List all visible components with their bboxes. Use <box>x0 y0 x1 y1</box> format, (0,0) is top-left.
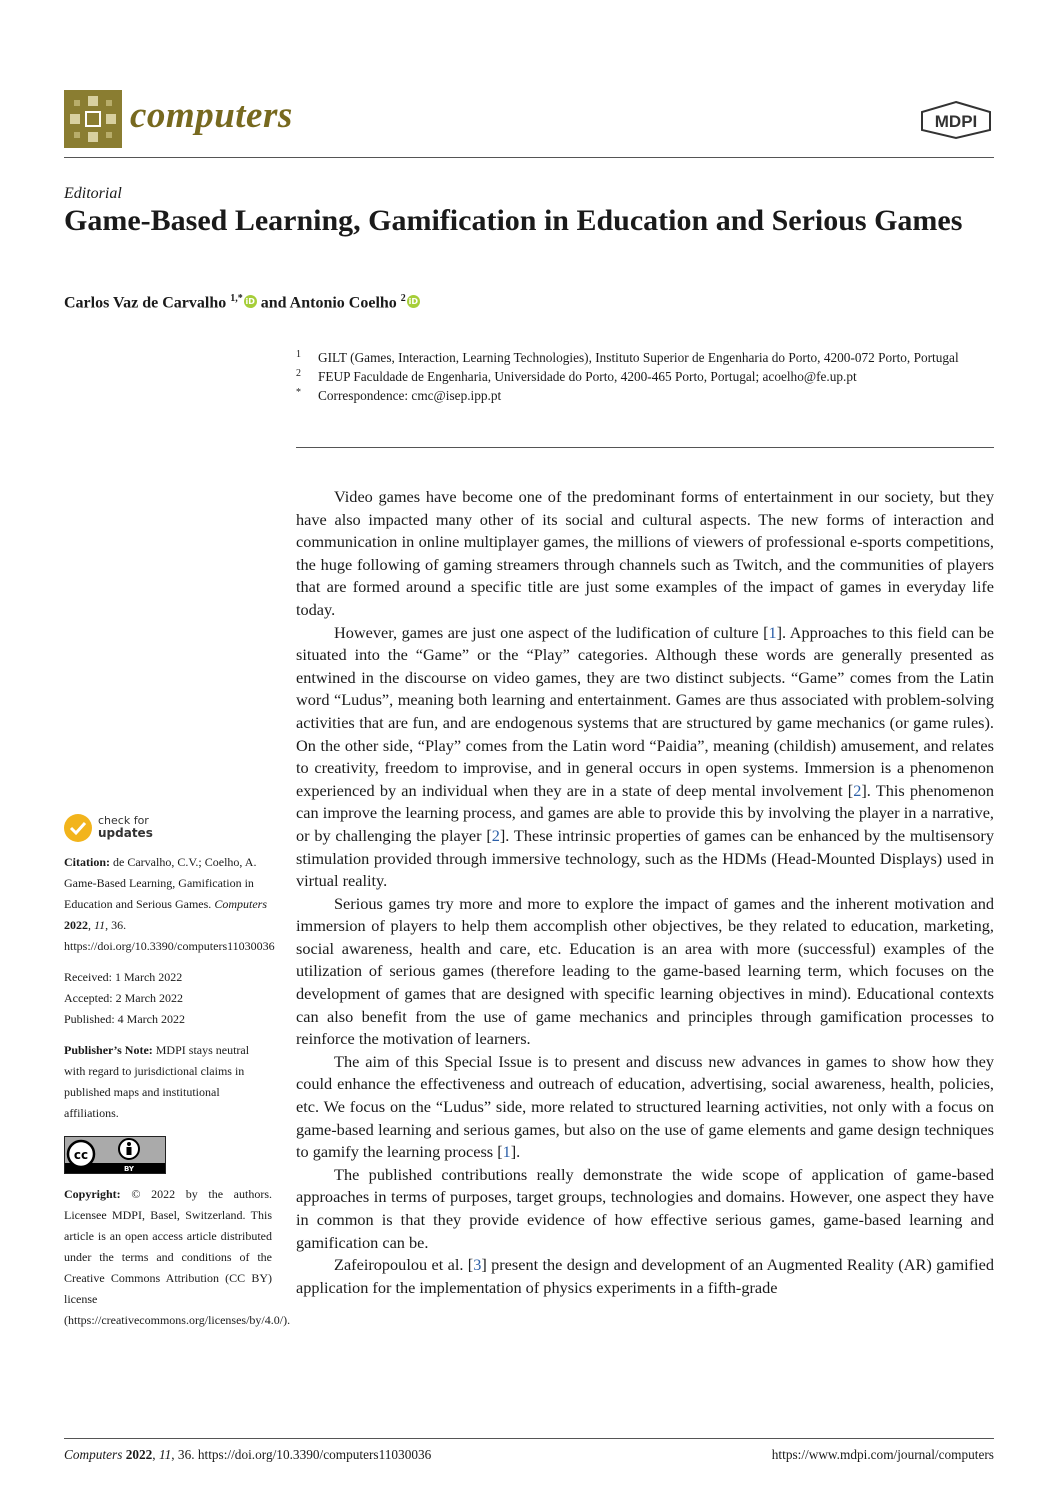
updates-label: updates <box>98 826 153 840</box>
reference-link[interactable]: 1 <box>768 622 777 642</box>
citation: Citation: de Carvalho, C.V.; Coelho, A. Game-Based Learning, Gamification in Education and Serious Games. Computers 2022, 11, 36. https://doi.org/10.3390/computers11030036 <box>64 855 275 953</box>
author-name[interactable]: Antonio Coelho <box>289 294 397 312</box>
publisher-note: Publisher’s Note: MDPI stays neutral with regard to jurisdictional claims in published maps and institutional affiliations. <box>64 1043 250 1120</box>
cc-by-license-badge[interactable] <box>64 1136 166 1174</box>
journal-logo-icon <box>64 90 122 148</box>
affiliation-mark: * <box>296 387 301 398</box>
check-for-updates-button[interactable] <box>64 814 194 844</box>
article-body <box>296 486 994 1299</box>
published-date: Published: 4 March 2022 <box>64 1012 185 1026</box>
copyright: Copyright: © 2022 by the authors. Licensee MDPI, Basel, Switzerland. This article is an open access article distributed under the terms and conditions of the Creative Commons Attribution (CC BY) license (https://creativecommons.org/licenses/by/4.0/). <box>64 1187 291 1327</box>
article-title: Game-Based Learning, Gamification in Education and Serious Games <box>64 204 963 237</box>
orcid-icon[interactable]: iD <box>408 297 418 307</box>
accepted-date: Accepted: 2 March 2022 <box>64 991 183 1005</box>
affiliation-divider <box>296 447 994 448</box>
affiliations <box>296 348 996 405</box>
affiliation <box>296 386 996 405</box>
affiliation-text: FEUP Faculdade de Engenharia, Universidade do Porto, 4200-465 Porto, Portugal; acoelho@fe.up.pt <box>318 369 857 384</box>
check-label: check for <box>98 814 149 827</box>
journal-logo <box>64 90 122 148</box>
paragraph: Zafeiropoulou et al. [3] present the design and development of an Augmented Reality (AR) gamified application for the implementation of physics experiments in a fifth-grade <box>296 1255 994 1297</box>
journal-name: computers <box>130 95 293 136</box>
author-affil-mark: 1,* <box>230 293 243 304</box>
affiliation-text: GILT (Games, Interaction, Learning Technologies), Instituto Superior de Engenharia do Porto, 4200-072 Porto, Portugal <box>318 350 959 365</box>
reference-link[interactable]: 3 <box>473 1255 482 1275</box>
sidebar <box>64 852 291 1331</box>
author-affil-mark: 2 <box>400 293 406 304</box>
author-list <box>64 293 420 312</box>
svg-text:MDPI: MDPI <box>934 112 978 131</box>
svg-text:cc: cc <box>73 1148 89 1162</box>
header-divider <box>64 157 994 158</box>
dates <box>64 967 272 1030</box>
footer-doi[interactable]: , 36. https://doi.org/10.3390/computers11030036 <box>171 1447 432 1462</box>
affiliation <box>296 348 996 367</box>
mdpi-logo <box>918 100 994 145</box>
paragraph: However, games are just one aspect of the ludification of culture [1]. Approaches to this field can be situated into the “Game” or the “Play” categories. Although these words are generally presented as entwined in the discourse on video games, they are two distinct subjects. “Game” comes from the Latin word “Ludus”, meaning both learning and entertainment. Games are thus associated with problem-solving activities that are fun, and are endogenous systems that are structured by game mechanics (or game rules). On the other side, “Play” comes from the Latin word “Paidia”, meaning (childish) amusement, and relates to creativity, freedom to improvise, and in general occurs in open systems. Immersion is a phenomenon experienced by an individual when they are in a state of deep mental involvement [2]. This phenomenon can improve the learning process, and games are able to provide this by involving the player in a narrative, or by challenging the player [2]. These intrinsic properties of games can be enhanced by the multisensory stimulation provided through immersive technology, such as the HDMs (Head-Mounted Displays) used in virtual reality. <box>296 622 994 891</box>
reference-link[interactable]: 2 <box>853 780 862 800</box>
reference-link[interactable]: 2 <box>491 825 500 845</box>
svg-text:BY: BY <box>123 1165 135 1173</box>
author-name[interactable]: Carlos Vaz de Carvalho <box>64 294 227 312</box>
paragraph: Serious games try more and more to explore the impact of games and the inherent motivation and immersion of players to help them accomplish other objectives, be they related to education, marketing, social awareness, health and care, etc. Education is an area with more (successful) examples of the utilization of serious games (therefore leading to the game-based learning term, which focuses on the development of games that are designed with specific learning objectives in mind). Educational contexts can also benefit from the use of game mechanics and principles through gamification processes to reinforce the motivation of learners. <box>296 893 994 1049</box>
paragraph: The aim of this Special Issue is to present and discuss new advances in games to show how they could enhance the effectiveness and outreach of education, advertising, social awareness, health, policies, etc. We focus on the “Ludus” side, more related to structured learning activities, not only with a focus on game-based learning and serious games, but also on the use of game elements and game design techniques to gamify the learning process [1]. <box>296 1051 994 1162</box>
journal-url-link[interactable]: https://www.mdpi.com/journal/computers <box>771 1447 994 1462</box>
citation-label: Citation: <box>64 855 110 869</box>
footer-divider <box>64 1438 994 1439</box>
paragraph: The published contributions really demonstrate the wide scope of application of game-based approaches in terms of purposes, target groups, technologies and domains. However, one aspect they have in common is that they provide evidence of how effective serious games, game-based learning and gamification can be. <box>296 1164 994 1252</box>
citation-doi[interactable]: , 36. https://doi.org/10.3390/computers11030036 <box>64 918 275 953</box>
orcid-icon[interactable]: iD <box>245 297 255 307</box>
reference-link[interactable]: 1 <box>502 1142 511 1162</box>
affiliation-mark: 2 <box>296 368 301 379</box>
footer-citation: Computers 2022, 11, 36. https://doi.org/10.3390/computers11030036 <box>64 1447 432 1462</box>
affiliation <box>296 367 996 386</box>
article-type: Editorial <box>64 185 122 202</box>
author-conjunction: and <box>260 294 287 312</box>
check-icon <box>64 814 92 842</box>
affiliation-mark: 1 <box>296 349 301 360</box>
paragraph: Video games have become one of the predominant forms of entertainment in our society, but they have also impacted many other of its social and cultural aspects. The new forms of interaction and communication in online multiplayer games, the millions of viewers of professional e-sports competitions, the huge following of gaming streamers through channels such as Twitch, and the communities of players that are formed around a specific title are just some examples of the impact of games in everyday life today. <box>296 487 994 619</box>
received-date: Received: 1 March 2022 <box>64 970 183 984</box>
affiliation-text: Correspondence: cmc@isep.ipp.pt <box>318 388 502 403</box>
